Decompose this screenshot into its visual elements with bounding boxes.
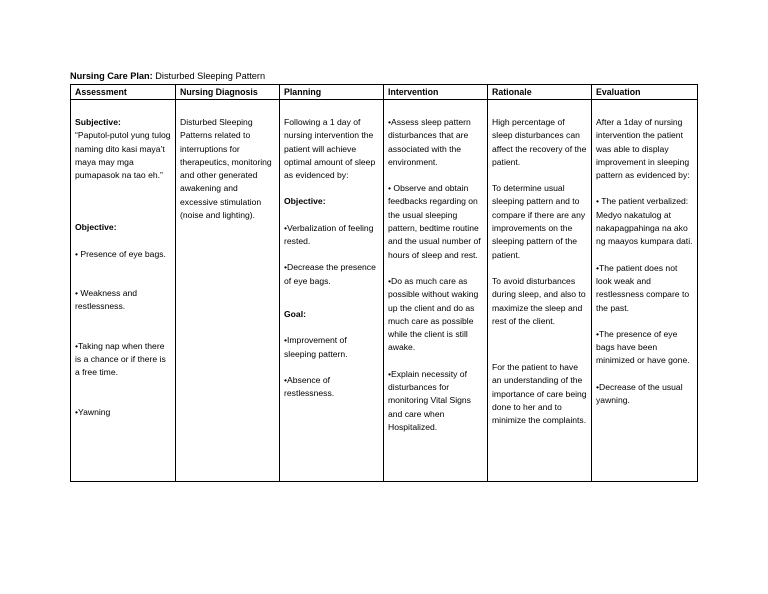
planning-goal-label: Goal: bbox=[284, 308, 306, 319]
header-planning: Planning bbox=[280, 85, 384, 100]
rationale-item: To determine usual sleeping pattern and to compare if there are any improvements on the sleeping pattern of the patient. bbox=[492, 183, 586, 260]
assessment-item: • Presence of eye bags. bbox=[75, 248, 166, 259]
intervention-item: • Observe and obtain feedbacks regarding on the usual sleeping pattern, bedtime routine and the usual number of hours of sleep and rest. bbox=[388, 183, 481, 260]
assessment-item: • Weakness and restlessness. bbox=[75, 288, 138, 312]
cell-planning bbox=[280, 100, 384, 482]
header-rationale: Rationale bbox=[488, 85, 592, 100]
content-row bbox=[71, 100, 698, 482]
document-title-text: Disturbed Sleeping Pattern bbox=[152, 71, 266, 81]
header-row bbox=[71, 85, 698, 100]
header-assessment: Assessment bbox=[71, 85, 176, 100]
planning-intro: Following a 1 day of nursing intervention the patient will achieve optimal amount of sleep as evidenced by: bbox=[284, 117, 376, 181]
assessment-objective-label: Objective: bbox=[75, 222, 117, 233]
document-title bbox=[70, 71, 265, 82]
diagnosis-text: Disturbed Sleeping Patterns related to interruptions for therapeutics, monitoring and other generated awakening and excessive stimulation (noise and lighting). bbox=[180, 117, 272, 221]
rationale-item: To avoid disturbances during sleep, and also to maximize the sleep and rest of the client. bbox=[492, 275, 586, 326]
subjective-label: Subjective: bbox=[75, 117, 121, 127]
intervention-item: •Do as much care as possible without waking up the client and do as much care as possible while the client is still awake. bbox=[388, 275, 479, 353]
evaluation-item: After a 1day of nursing intervention the patient was able to display improvement in sleeping pattern as evidenced by: bbox=[596, 117, 690, 181]
cell-assessment bbox=[71, 100, 176, 482]
assessment-item: •Yawning bbox=[75, 406, 111, 417]
care-plan-table bbox=[70, 84, 698, 482]
intervention-item: •Assess sleep pattern disturbances that are associated with the environment. bbox=[388, 117, 471, 167]
intervention-item: •Explain necessity of disturbances for monitoring Vital Signs and care when Hospitalized. bbox=[388, 368, 471, 432]
cell-nursing-diagnosis bbox=[176, 100, 280, 482]
evaluation-item: •The presence of eye bags have been minimized or have gone. bbox=[596, 328, 690, 366]
header-intervention: Intervention bbox=[384, 85, 488, 100]
planning-objective-label: Objective: bbox=[284, 196, 326, 207]
planning-objective-item: •Verbalization of feeling rested. bbox=[284, 222, 374, 247]
planning-objective-item: •Decrease the presence of eye bags. bbox=[284, 262, 376, 286]
header-nursing-diagnosis: Nursing Diagnosis bbox=[176, 85, 280, 100]
evaluation-item: • The patient verbalized: Medyo nakatulog at nakapagpahinga na ako ng maayos kumpara dati. bbox=[596, 196, 693, 247]
cell-rationale bbox=[488, 100, 592, 482]
evaluation-item: •Decrease of the usual yawning. bbox=[596, 381, 683, 406]
header-evaluation: Evaluation bbox=[592, 85, 698, 100]
evaluation-item: •The patient does not look weak and restlessness compare to the past. bbox=[596, 262, 690, 313]
cell-evaluation bbox=[592, 100, 698, 482]
planning-goal-item: •Improvement of sleeping pattern. bbox=[284, 335, 348, 359]
rationale-item: High percentage of sleep disturbances can affect the recovery of the patient. bbox=[492, 117, 587, 167]
assessment-item: •Taking nap when there is a chance or if there is a free time. bbox=[75, 340, 166, 378]
document-title-label: Nursing Care Plan: bbox=[70, 71, 153, 81]
cell-intervention bbox=[384, 100, 488, 482]
planning-goal-item: •Absence of restlessness. bbox=[284, 374, 335, 399]
rationale-item: For the patient to have an understanding of the importance of care being done to her and to minimize the complaints. bbox=[492, 362, 587, 426]
subjective-text: “Paputol-putol yung tulog naming dito kasi maya’t maya may mga pumapasok na tao eh.” bbox=[75, 130, 171, 181]
